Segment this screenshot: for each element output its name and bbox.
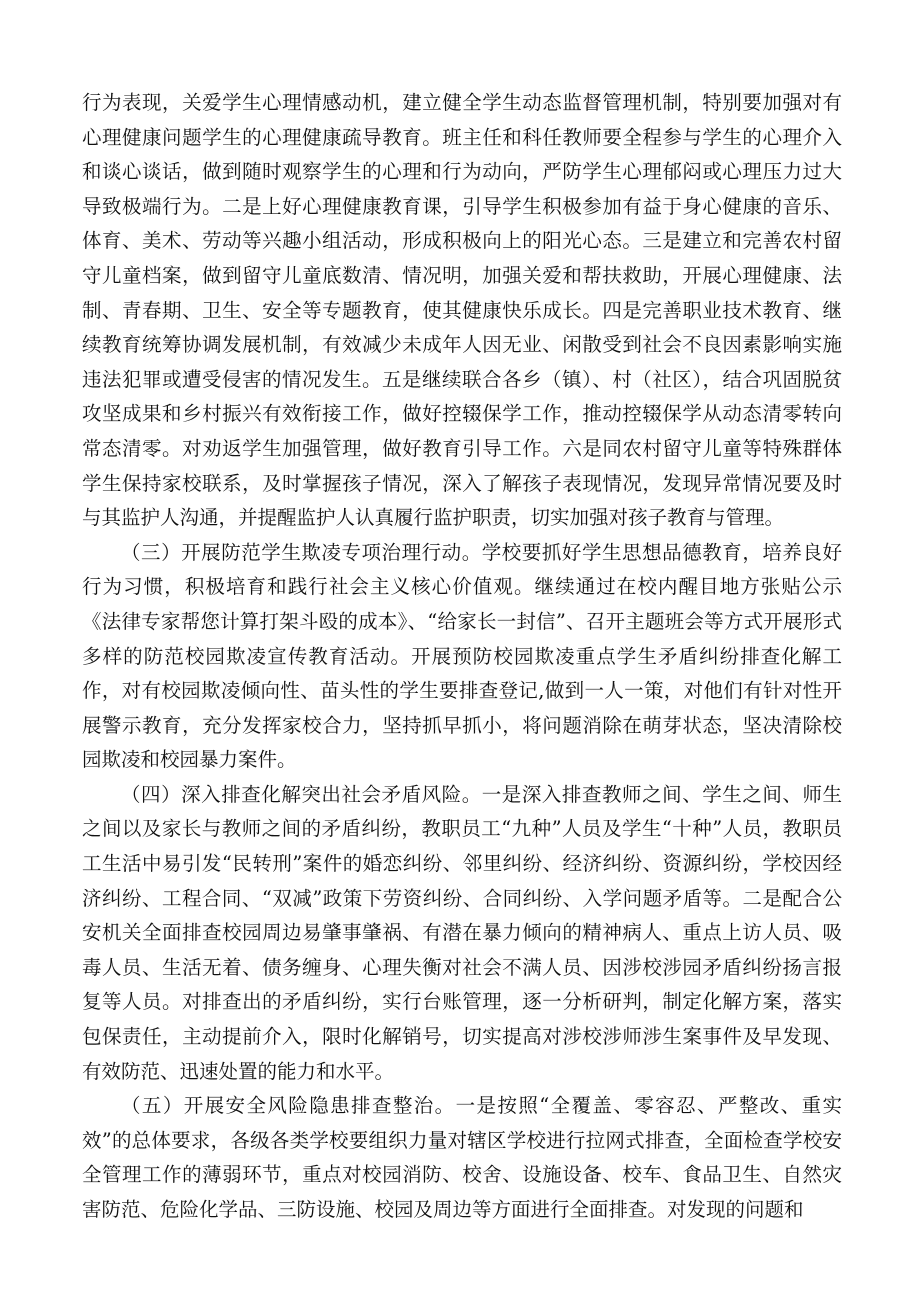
paragraph-anti-bullying: （三）开展防范学生欺凌专项治理行动。学校要抓好学生思想品德教育，培养良好行为习惯，积极培育和践行社会主义核心价值观。继续通过在校内醒目地方张贴公示《法律专家帮您计算打架斗殴的成本》、“给家长一封信”、召开主题班会等方式开展形式多样的防范校园欺凌宣传教育活动。开展预防校园欺凌重点学生矛盾纠纷排查化解工作，对有校园欺凌倾向性、苗头性的学生要排查登记,做到一人一策，对他们有针对性开展警示教育，充分发挥家校合力，坚持抓早抓小，将问题消除在萌芽状态，坚决清除校园欺凌和校园暴力案件。 (82, 540, 842, 772)
paragraph-safety-hazard: （五）开展安全风险隐患排查整治。一是按照“全覆盖、零容忍、严整改、重实效”的总体要求，各级各类学校要组织力量对辖区学校进行拉网式排查，全面检查学校安全管理工作的薄弱环节，重点对校园消防、校舍、设施设备、校车、食品卫生、自然灾害防范、危险化学品、三防设施、校园及周边等方面进行全面排查。对发现的问题和 (82, 1094, 842, 1221)
document-page (82, 86, 842, 1228)
paragraph-conflict-risk: （四）深入排查化解突出社会矛盾风险。一是深入排查教师之间、学生之间、师生之间以及家长与教师之间的矛盾纠纷，教职员工“九种”人员及学生“十种”人员，教职员工生活中易引发“民转刑”案件的婚恋纠纷、邻里纠纷、经济纠纷、资源纠纷，学校因经济纠纷、工程合同、“双减”政策下劳资纠纷、合同纠纷、入学问题矛盾等。二是配合公安机关全面排查校园周边易肇事肇祸、有潜在暴力倾向的精神病人、重点上访人员、吸毒人员、生活无着、债务缠身、心理失衡对社会不满人员、因涉校涉园矛盾纠纷扬言报复等人员。对排查出的矛盾纠纷，实行台账管理，逐一分析研判，制定化解方案，落实包保责任，主动提前介入，限时化解销号，切实提高对涉校涉师涉生案事件及早发现、有效防范、迅速处置的能力和水平。 (82, 782, 842, 1083)
paragraph-continued: 行为表现，关爱学生心理情感动机，建立健全学生动态监督管理机制，特别要加强对有心理健康问题学生的心理健康疏导教育。班主任和科任教师要全程参与学生的心理介入和谈心谈话，做到随时观察学生的心理和行为动向，严防学生心理郁闷或心理压力过大导致极端行为。二是上好心理健康教育课，引导学生积极参加有益于身心健康的音乐、体育、美术、劳动等兴趣小组活动，形成积极向上的阳光心态。三是建立和完善农村留守儿童档案，做到留守儿童底数清、情况明，加强关爱和帮扶救助，开展心理健康、法制、青春期、卫生、安全等专题教育，使其健康快乐成长。四是完善职业技术教育、继续教育统筹协调发展机制，有效减少未成年人因无业、闲散受到社会不良因素影响实施违法犯罪或遭受侵害的情况发生。五是继续联合各乡（镇）、村（社区），结合巩固脱贫攻坚成果和乡村振兴有效衔接工作，做好控辍保学工作，推动控辍保学从动态清零转向常态清零。对劝返学生加强管理，做好教育引导工作。六是同农村留守儿童等特殊群体学生保持家校联系，及时掌握孩子情况，深入了解孩子表现情况，发现异常情况要及时与其监护人沟通，并提醒监护人认真履行监护职责，切实加强对孩子教育与管理。 (82, 91, 842, 530)
